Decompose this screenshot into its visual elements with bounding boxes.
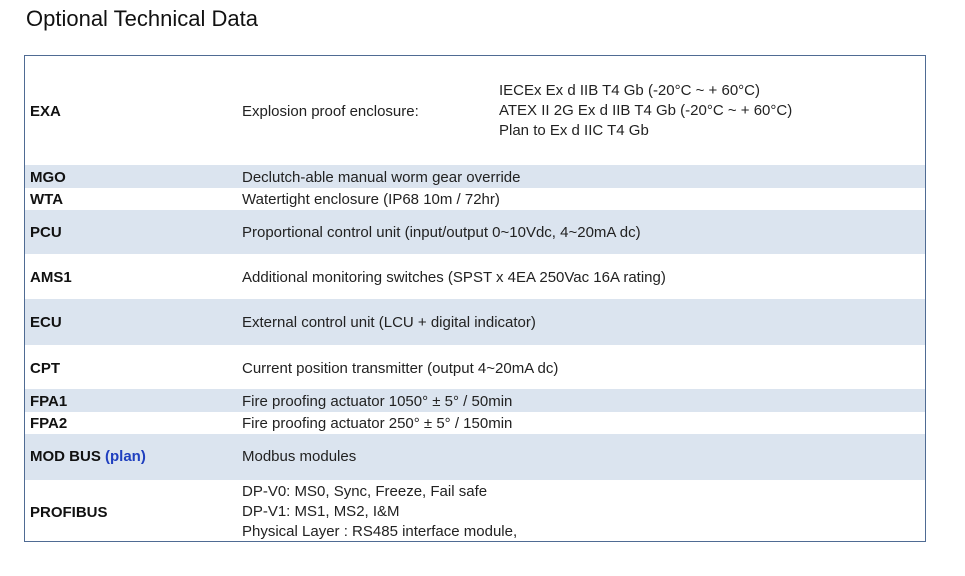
page-title: Optional Technical Data: [26, 6, 258, 31]
table-row-cpt: [25, 345, 925, 389]
table-row-fpa2: [25, 412, 925, 434]
option-description: Fire proofing actuator 1050° ± 5° / 50min: [242, 393, 513, 410]
table-row-ecu: [25, 299, 925, 345]
option-code: CPT: [30, 360, 60, 377]
spec-line: ATEX II 2G Ex d IIB T4 Gb (-20°C ~ + 60°C): [499, 102, 793, 119]
option-description: Declutch-able manual worm gear override: [242, 169, 521, 186]
table-row-ams1: [25, 254, 925, 299]
option-code: ECU: [30, 314, 62, 331]
option-description: Fire proofing actuator 250° ± 5° / 150min: [242, 415, 513, 432]
option-code: AMS1: [30, 269, 72, 286]
spec-line: Plan to Ex d IIC T4 Gb: [499, 122, 649, 139]
table-row-pcu: [25, 210, 925, 254]
table-row-modbus: [25, 434, 925, 480]
option-code: EXA: [30, 103, 61, 120]
spec-line: IECEx Ex d IIB T4 Gb (-20°C ~ + 60°C): [499, 82, 760, 99]
option-code: FPA1: [30, 393, 68, 410]
technical-data-table: [24, 55, 926, 542]
table-row-profibus: [25, 480, 925, 542]
option-description: Modbus modules: [242, 448, 357, 465]
option-description: Current position transmitter (output 4~20mA dc): [242, 360, 559, 377]
table-row-mgo: [25, 165, 925, 188]
option-code: PROFIBUS: [30, 504, 108, 521]
option-spec: [499, 81, 792, 141]
option-code-text: MOD BUS: [30, 448, 101, 465]
plan-note: (plan): [105, 448, 146, 465]
option-code: [30, 447, 146, 467]
table-row-fpa1: [25, 389, 925, 412]
option-description: [242, 482, 517, 542]
table-row-exa: [25, 56, 925, 165]
option-description: Explosion proof enclosure:: [242, 103, 419, 120]
option-description: Proportional control unit (input/output 0~10Vdc, 4~20mA dc): [242, 224, 641, 241]
option-code: FPA2: [30, 415, 68, 432]
option-description: Additional monitoring switches (SPST x 4EA 250Vac 16A rating): [242, 269, 666, 286]
option-description: External control unit (LCU + digital indicator): [242, 314, 536, 331]
option-description: Watertight enclosure (IP68 10m / 72hr): [242, 191, 500, 208]
description-line: DP-V0: MS0, Sync, Freeze, Fail safe: [242, 483, 488, 500]
option-code: PCU: [30, 224, 62, 241]
table-row-wta: [25, 188, 925, 210]
option-code: WTA: [30, 191, 64, 208]
description-line: Physical Layer : RS485 interface module,: [242, 523, 518, 540]
option-code: MGO: [30, 169, 66, 186]
description-line: DP-V1: MS1, MS2, I&M: [242, 503, 400, 520]
